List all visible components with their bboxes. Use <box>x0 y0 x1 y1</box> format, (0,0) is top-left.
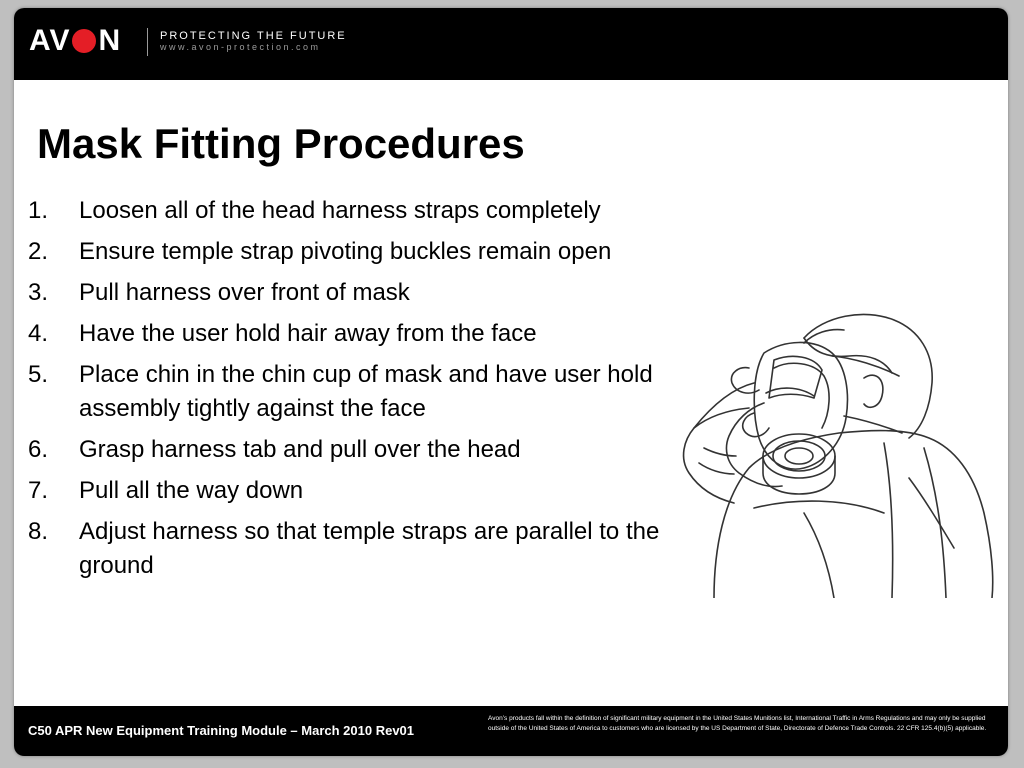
step-text: Pull harness over front of mask <box>79 279 410 306</box>
step-number: 6. <box>28 436 49 463</box>
header-divider <box>147 28 148 56</box>
procedure-list <box>28 194 718 590</box>
header-bar <box>14 8 1008 80</box>
step-text: Grasp harness tab and pull over the head <box>79 436 521 463</box>
step-number: 5. <box>28 361 49 388</box>
step-text: Adjust harness so that temple straps are parallel to the ground <box>79 518 660 579</box>
procedure-step <box>28 474 718 508</box>
step-text: Have the user hold hair away from the face <box>79 320 537 347</box>
step-text: Ensure temple strap pivoting buckles remain open <box>79 238 612 265</box>
procedure-step <box>28 515 718 583</box>
slide-title: Mask Fitting Procedures <box>37 120 525 167</box>
legal-disclaimer: Avon’s products fall within the definition of significant military equipment in the United States Munitions list, International Traffic in Arms Regulations and may only be supplied outside of the United States of America to customers who are licensed by the US Department of State, Directorate of Defence Trade Controls. 22 CFR 125.4(b)(5) applicable. <box>488 715 987 732</box>
procedure-step <box>28 317 718 351</box>
step-number: 2. <box>28 238 49 265</box>
step-number: 8. <box>28 518 49 545</box>
step-number: 4. <box>28 320 49 347</box>
procedure-step <box>28 235 718 269</box>
procedure-step <box>28 276 718 310</box>
step-number: 1. <box>28 197 49 224</box>
tagline: PROTECTING THE FUTURE <box>160 30 347 42</box>
module-title: C50 APR New Equipment Training Module – March 2010 Rev01 <box>28 723 415 738</box>
step-text: Loosen all of the head harness straps completely <box>79 197 601 224</box>
procedure-step <box>28 194 718 228</box>
step-number: 3. <box>28 279 49 306</box>
slide <box>14 8 1008 756</box>
procedure-step <box>28 358 718 426</box>
step-number: 7. <box>28 477 49 504</box>
logo-red-dot <box>72 29 96 53</box>
footer-bar <box>14 706 1008 756</box>
procedure-step <box>28 433 718 467</box>
avon-logo: AV N <box>29 24 122 57</box>
mask-fitting-illustration <box>654 298 1004 598</box>
step-text: Pull all the way down <box>79 477 304 504</box>
step-text: Place chin in the chin cup of mask and have user hold assembly tightly against the face <box>79 361 653 422</box>
website-text: www.avon-protection.com <box>160 42 321 52</box>
